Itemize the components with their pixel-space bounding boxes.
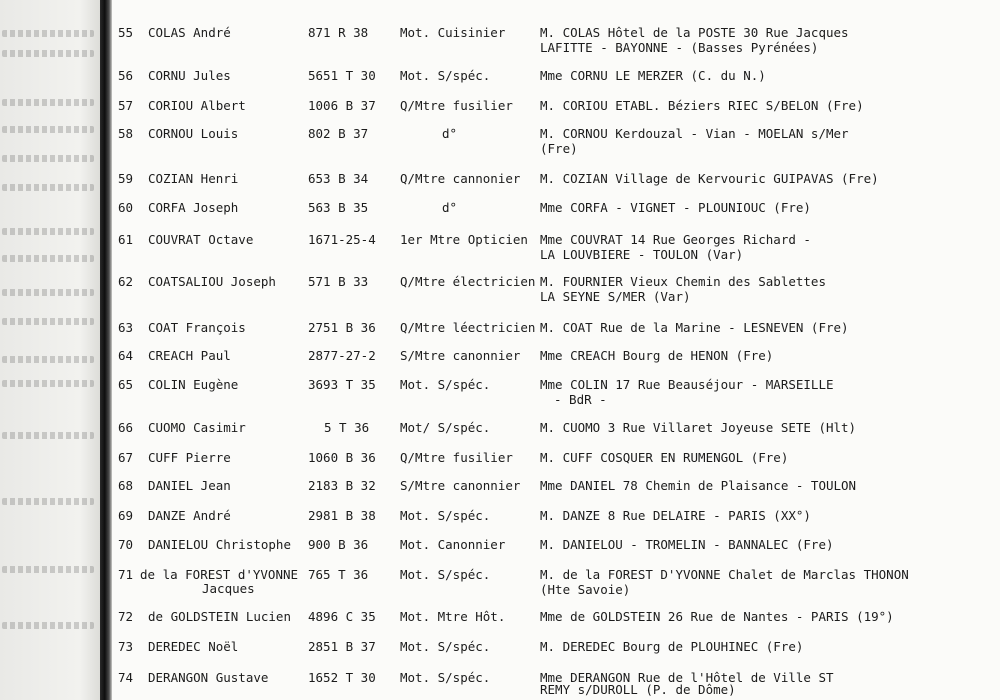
- row-number: 62: [118, 274, 134, 289]
- row-address: M. de la FOREST D'YVONNE Chalet de Marclas THONON: [540, 567, 909, 582]
- row-address-cont: LA LOUVBIERE - TOULON (Var): [540, 247, 744, 262]
- row-number: 72: [118, 609, 134, 624]
- row-address-cont: REMY s/DUROLL (P. de Dôme): [540, 682, 736, 697]
- bleed-line: [2, 184, 94, 191]
- bleed-line: [2, 228, 94, 235]
- row-address: Mme DANIEL 78 Chemin de Plaisance - TOULON: [540, 478, 857, 493]
- bleed-through-margin: [0, 0, 100, 700]
- row-number: 70: [118, 537, 134, 552]
- row-name: DEREDEC Noël: [148, 639, 239, 654]
- row-registration: 4896 C 35: [308, 609, 376, 624]
- row-rank: Mot. Mtre Hôt.: [400, 609, 506, 624]
- row-address: M. DANIELOU - TROMELIN - BANNALEC (Fre): [540, 537, 834, 552]
- bleed-line: [2, 50, 94, 57]
- row-name: DANIEL Jean: [148, 478, 231, 493]
- row-number: 71: [118, 567, 134, 582]
- row-registration: 871 R 38: [308, 25, 369, 40]
- row-name: CORIOU Albert: [148, 98, 246, 113]
- row-rank: S/Mtre canonnier: [400, 478, 521, 493]
- row-address-cont: - BdR -: [554, 392, 607, 407]
- bleed-line: [2, 289, 94, 296]
- row-address: M. CORNOU Kerdouzal - Vian - MOELAN s/Mer: [540, 126, 849, 141]
- row-registration: 563 B 35: [308, 200, 369, 215]
- row-number: 68: [118, 478, 134, 493]
- row-registration: 5651 T 30: [308, 68, 376, 83]
- row-number: 60: [118, 200, 134, 215]
- row-address: M. COAT Rue de la Marine - LESNEVEN (Fre): [540, 320, 849, 335]
- row-rank: 1er Mtre Opticien: [400, 232, 528, 247]
- row-number: 57: [118, 98, 134, 113]
- bleed-line: [2, 380, 94, 387]
- row-registration: 3693 T 35: [308, 377, 376, 392]
- row-address: Mme DERANGON Rue de l'Hôtel de Ville ST: [540, 670, 834, 685]
- bleed-line: [2, 126, 94, 133]
- row-address: M. DEREDEC Bourg de PLOUHINEC (Fre): [540, 639, 804, 654]
- bleed-line: [2, 622, 94, 629]
- row-address: Mme COLIN 17 Rue Beauséjour - MARSEILLE: [540, 377, 834, 392]
- row-registration: 2877-27-2: [308, 348, 376, 363]
- row-number: 59: [118, 171, 134, 186]
- row-address: M. COLAS Hôtel de la POSTE 30 Rue Jacques: [540, 25, 849, 40]
- row-name: COLIN Eugène: [148, 377, 239, 392]
- row-rank: Mot. S/spéc.: [400, 670, 491, 685]
- row-number: 73: [118, 639, 134, 654]
- bleed-line: [2, 432, 94, 439]
- row-number: 55: [118, 25, 134, 40]
- row-rank: Mot. S/spéc.: [400, 377, 491, 392]
- row-registration: 5 T 36: [324, 420, 370, 435]
- row-rank: Mot. S/spéc.: [400, 508, 491, 523]
- row-number: 56: [118, 68, 134, 83]
- bleed-line: [2, 356, 94, 363]
- page-binding-edge: [100, 0, 112, 700]
- row-name: de GOLDSTEIN Lucien: [148, 609, 291, 624]
- row-registration: 2851 B 37: [308, 639, 376, 654]
- row-address: Mme CREACH Bourg de HENON (Fre): [540, 348, 774, 363]
- row-address: M. FOURNIER Vieux Chemin des Sablettes: [540, 274, 826, 289]
- row-name: COLAS André: [148, 25, 231, 40]
- bleed-line: [2, 255, 94, 262]
- row-address: M. CUFF COSQUER EN RUMENGOL (Fre): [540, 450, 789, 465]
- row-rank: Mot. Cuisinier: [400, 25, 506, 40]
- row-number: 74: [118, 670, 134, 685]
- row-rank: Q/Mtre fusilier: [400, 450, 513, 465]
- row-address-cont: LA SEYNE S/MER (Var): [540, 289, 691, 304]
- row-number: 61: [118, 232, 134, 247]
- row-address-cont: (Hte Savoie): [540, 582, 631, 597]
- row-rank: Mot/ S/spéc.: [400, 420, 491, 435]
- row-registration: 802 B 37: [308, 126, 369, 141]
- row-registration: 1671-25-4: [308, 232, 376, 247]
- row-address: M. CORIOU ETABL. Béziers RIEC S/BELON (Fre): [540, 98, 864, 113]
- row-name-cont: Jacques: [202, 581, 255, 596]
- row-address: Mme COUVRAT 14 Rue Georges Richard -: [540, 232, 811, 247]
- row-number: 64: [118, 348, 134, 363]
- row-number: 58: [118, 126, 134, 141]
- row-name: DANZE André: [148, 508, 231, 523]
- row-name: COAT François: [148, 320, 246, 335]
- row-address: M. CUOMO 3 Rue Villaret Joyeuse SETE (Hlt): [540, 420, 857, 435]
- row-rank: Mot. S/spéc.: [400, 68, 491, 83]
- row-rank: S/Mtre canonnier: [400, 348, 521, 363]
- crew-list-sheet: [112, 0, 1000, 700]
- bleed-line: [2, 498, 94, 505]
- row-registration: 765 T 36: [308, 567, 369, 582]
- row-rank: Q/Mtre fusilier: [400, 98, 513, 113]
- row-address-cont: LAFITTE - BAYONNE - (Basses Pyrénées): [540, 40, 819, 55]
- row-name: CUOMO Casimir: [148, 420, 246, 435]
- row-name: DERANGON Gustave: [148, 670, 269, 685]
- row-name: COUVRAT Octave: [148, 232, 254, 247]
- row-registration: 2981 B 38: [308, 508, 376, 523]
- bleed-line: [2, 30, 94, 37]
- bleed-line: [2, 99, 94, 106]
- row-rank: Q/Mtre cannonier: [400, 171, 521, 186]
- row-rank: Mot. Canonnier: [400, 537, 506, 552]
- row-registration: 900 B 36: [308, 537, 369, 552]
- row-rank: Mot. S/spéc.: [400, 567, 491, 582]
- row-name: CREACH Paul: [148, 348, 231, 363]
- row-name: COZIAN Henri: [148, 171, 239, 186]
- row-address-cont: (Fre): [540, 141, 578, 156]
- row-name: CORNU Jules: [148, 68, 231, 83]
- row-rank: Mot. S/spéc.: [400, 639, 491, 654]
- row-name: CUFF Pierre: [148, 450, 231, 465]
- row-registration: 653 B 34: [308, 171, 369, 186]
- row-number: 67: [118, 450, 134, 465]
- row-registration: 2751 B 36: [308, 320, 376, 335]
- bleed-line: [2, 566, 94, 573]
- row-address: Mme CORFA - VIGNET - PLOUNIOUC (Fre): [540, 200, 811, 215]
- row-name: CORFA Joseph: [148, 200, 239, 215]
- row-address: M. DANZE 8 Rue DELAIRE - PARIS (XX°): [540, 508, 811, 523]
- row-name: de la FOREST d'YVONNE: [140, 567, 299, 582]
- bleed-line: [2, 155, 94, 162]
- bleed-line: [2, 318, 94, 325]
- row-number: 63: [118, 320, 134, 335]
- row-registration: 1060 B 36: [308, 450, 376, 465]
- row-registration: 571 B 33: [308, 274, 369, 289]
- row-name: COATSALIOU Joseph: [148, 274, 276, 289]
- row-address: Mme de GOLDSTEIN 26 Rue de Nantes - PARIS (19°): [540, 609, 894, 624]
- row-rank: d°: [442, 200, 458, 215]
- row-rank: Q/Mtre électricien: [400, 274, 536, 289]
- row-number: 66: [118, 420, 134, 435]
- row-name: DANIELOU Christophe: [148, 537, 291, 552]
- row-address: Mme CORNU LE MERZER (C. du N.): [540, 68, 766, 83]
- row-registration: 1652 T 30: [308, 670, 376, 685]
- row-address: M. COZIAN Village de Kervouric GUIPAVAS (Fre): [540, 171, 879, 186]
- row-number: 65: [118, 377, 134, 392]
- row-registration: 1006 B 37: [308, 98, 376, 113]
- row-rank: d°: [442, 126, 458, 141]
- row-number: 69: [118, 508, 134, 523]
- row-registration: 2183 B 32: [308, 478, 376, 493]
- row-name: CORNOU Louis: [148, 126, 239, 141]
- row-rank: Q/Mtre léectricien: [400, 320, 536, 335]
